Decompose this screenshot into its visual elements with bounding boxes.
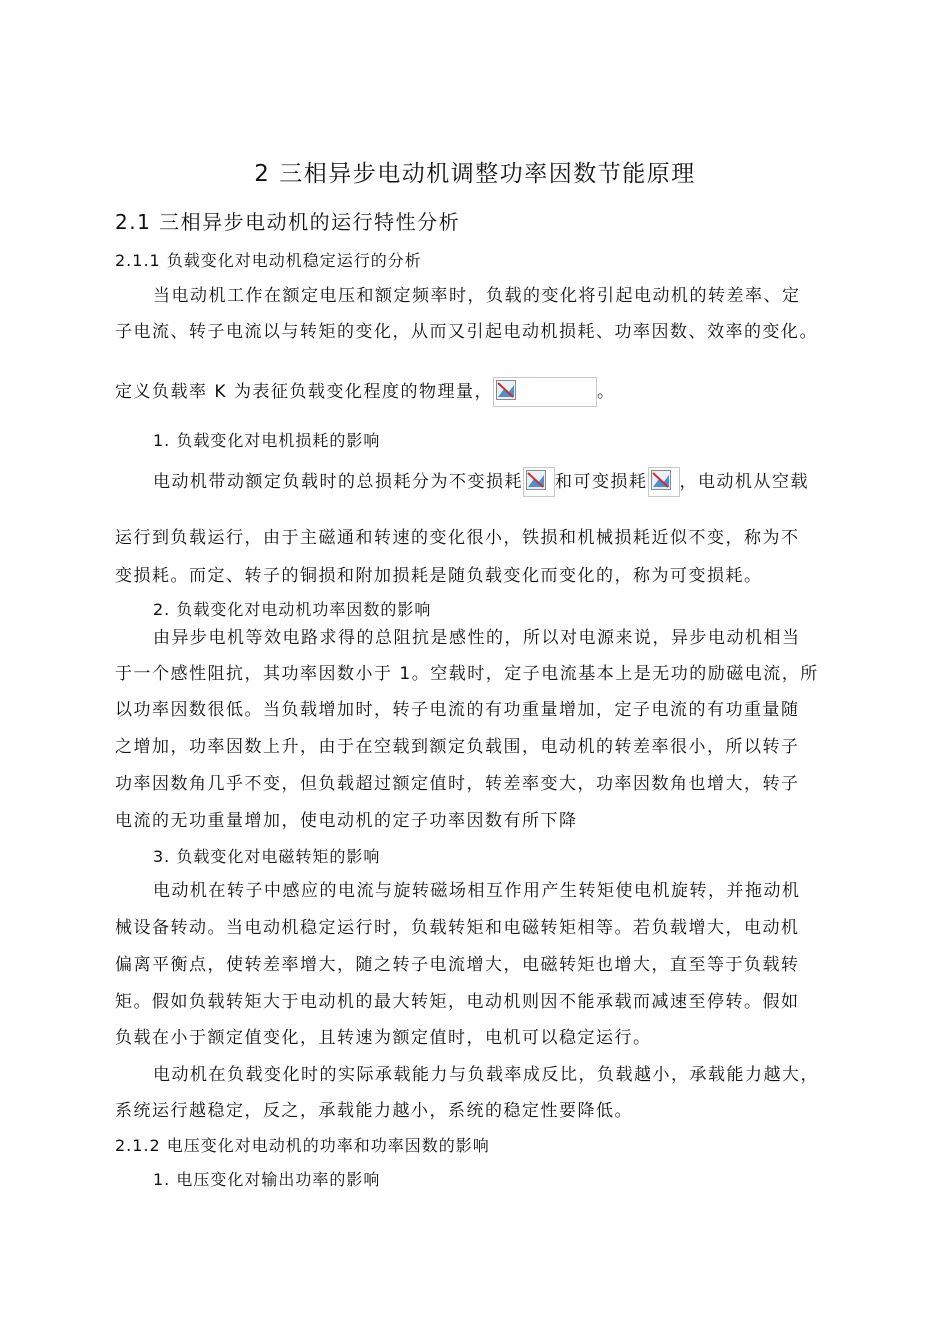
broken-image-icon xyxy=(526,470,546,490)
paragraph-line: 变损耗。而定、转子的铜损和附加损耗是随负载变化而变化的，称为可变损耗。 xyxy=(115,566,763,586)
paragraph-line: 当电动机工作在额定电压和额定频率时，负载的变化将引起电动机的转差率、定 xyxy=(153,286,801,306)
section-heading-2-1-2: 2.1.2 电压变化对电动机的功率和功率因数的影响 xyxy=(115,1136,490,1155)
section-heading-2-1-1: 2.1.1 负载变化对电动机稳定运行的分析 xyxy=(115,251,422,270)
paragraph-line: 系统运行越稳定，反之，承载能力越小，系统的稳定性要降低。 xyxy=(115,1101,633,1121)
paragraph-text: ，电动机从空载 xyxy=(679,472,809,492)
broken-image-icon xyxy=(496,380,516,400)
paragraph-line: 电动机在负载变化时的实际承载能力与负载率成反比，负载越小，承载能力越大， xyxy=(153,1065,819,1085)
paragraph-line: 之增加，功率因数上升，由于在空载到额定负载围，电动机的转差率很小，所以转子 xyxy=(115,737,800,757)
paragraph-line: 电流的无功重量增加，使电动机的定子功率因数有所下降 xyxy=(115,811,578,831)
paragraph-line: 偏离平衡点，使转差率增大，随之转子电流增大，电磁转矩也增大，直至等于负载转 xyxy=(115,955,800,975)
paragraph-line: 运行到负载运行，由于主磁通和转速的变化很小，铁损和机械损耗近似不变，称为不 xyxy=(115,528,800,548)
paragraph-line: 由异步电机等效电路求得的总阻抗是感性的，所以对电源来说，异步电动机相当 xyxy=(153,628,801,648)
paragraph-line: 矩。假如负载转矩大于电动机的最大转矩，电动机则因不能承载而减速至停转。假如 xyxy=(115,992,800,1012)
section-heading-2-1: 2.1 三相异步电动机的运行特性分析 xyxy=(115,210,461,234)
paragraph-line: 于一个感性阻抗，其功率因数小于 1。空载时，定子电流基本上是无功的励磁电流，所 xyxy=(115,664,819,684)
paragraph-line: 以功率因数很低。当负载增加时，转子电流的有功重量增加，定子电流的有功重量随 xyxy=(115,700,800,720)
paragraph-line-with-formula xyxy=(115,377,615,407)
paragraph-text: 定义负载率 K 为表征负载变化程度的物理量， xyxy=(115,382,493,402)
paragraph-line: 功率因数角几乎不变，但负载超过额定值时，转差率变大，功率因数角也增大，转子 xyxy=(115,774,800,794)
paragraph-text: 和可变损耗 xyxy=(555,472,648,492)
chapter-title: 2 三相异步电动机调整功率因数节能原理 xyxy=(254,161,696,187)
list-item-title: 3. 负载变化对电磁转矩的影响 xyxy=(153,847,381,866)
list-item-title: 1. 负载变化对电机损耗的影响 xyxy=(153,431,381,450)
paragraph-line: 电动机在转子中感应的电流与旋转磁场相互作用产生转矩使电机旋转，并拖动机 xyxy=(153,881,801,901)
list-item-title: 1. 电压变化对输出功率的影响 xyxy=(153,1170,381,1189)
list-item-title: 2. 负载变化对电动机功率因数的影响 xyxy=(153,600,432,619)
paragraph-line: 子电流、转子电流以与转矩的变化，从而又引起电动机损耗、功率因数、效率的变化。 xyxy=(115,322,818,342)
paragraph-line: 械设备转动。当电动机稳定运行时，负载转矩和电磁转矩相等。若负载增大，电动机 xyxy=(115,918,800,938)
paragraph-line: 负载在小于额定值变化，且转速为额定值时，电机可以稳定运行。 xyxy=(115,1028,652,1048)
paragraph-text: 电动机带动额定负载时的总损耗分为不变损耗 xyxy=(153,472,523,492)
paragraph-line-with-formula xyxy=(153,467,809,497)
broken-image-icon xyxy=(651,470,671,490)
formula-image-placeholder xyxy=(648,467,680,497)
formula-image-placeholder xyxy=(493,377,597,407)
formula-image-placeholder xyxy=(523,467,555,497)
paragraph-text: 。 xyxy=(596,382,616,402)
